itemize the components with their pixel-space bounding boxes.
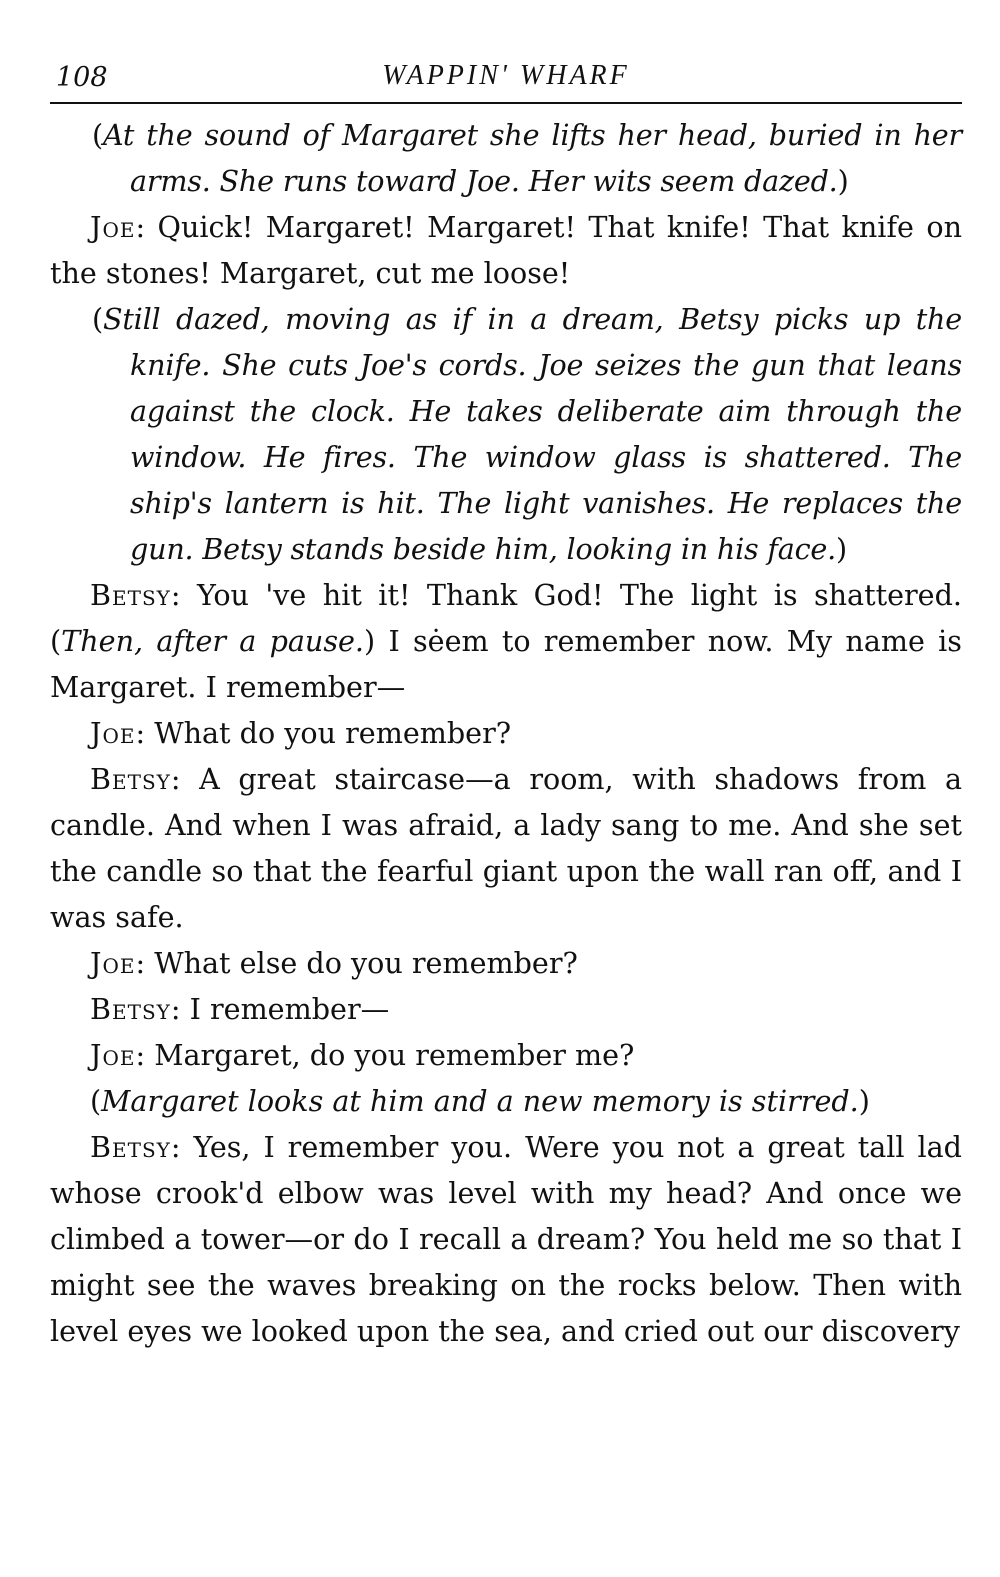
speaker-name: Joe	[90, 1038, 136, 1072]
dialogue-text: I remember—	[189, 992, 390, 1026]
dialogue-text: A great staircase—a room, with shadows from a candle. And when I was afraid, a lady sang to me. And she set the candle so that the fearful giant upon the wall ran off, and I was safe.	[50, 762, 962, 934]
stage-direction: (Still dazed, moving as if in a dream, Betsy picks up the knife. She cuts Joe's cords. Joe seizes the gun that leans against the clock. He takes deliberate aim through the window. He fires. The window glass is shattered. The ship's lantern is hit. The light vanishes. He replaces the gun. Betsy stands beside him, looking in his face.)	[92, 302, 962, 566]
page-body	[50, 112, 962, 1354]
dialogue-line: Betsy: I remember—	[90, 992, 390, 1026]
dialogue-text: Margaret, do you remember me?	[154, 1038, 635, 1072]
stage-direction-text: Margaret looks at him and a new memory is stirred.	[101, 1084, 859, 1118]
book-page	[50, 52, 962, 1354]
dialogue-text: You 've hit it! Thank God! The light is shattered.	[196, 578, 962, 612]
inline-stage-direction: Then, after a pause.	[61, 624, 365, 658]
stage-direction: (Margaret looks at him and a new memory is stirred.)	[90, 1084, 870, 1118]
speaker-name: Joe	[90, 716, 136, 750]
dialogue-text: Quick! Margaret! Margaret! That knife! That knife on the stones! Margaret, cut me loose!	[50, 210, 962, 290]
stage-direction-text: Still dazed, moving as if in a dream, Betsy picks up the knife. She cuts Joe's cords. Joe seizes the gun that leans against the clock. He takes deliberate aim through the window. He fires. The window glass is shattered. The ship's lantern is hit. The light vanishes. He replaces the gun. Betsy stands beside him, looking in his face.	[102, 302, 962, 566]
dialogue-line: Joe: Quick! Margaret! Margaret! That knife! That knife on the stones! Margaret, cut me loose!	[50, 210, 962, 290]
page-number: 108	[56, 62, 108, 93]
running-head	[50, 52, 962, 104]
speaker-name: Betsy	[90, 762, 171, 796]
speaker-name: Betsy	[90, 1130, 171, 1164]
dialogue-text: What do you remember?	[154, 716, 512, 750]
speaker-name: Joe	[90, 210, 136, 244]
book-title: WAPPIN' WHARF	[382, 60, 630, 91]
stage-direction: (At the sound of Margaret she lifts her head, buried in her arms. She runs toward Joe. Her wits seem dazed.)	[92, 118, 962, 198]
speaker-name: Betsy	[90, 992, 171, 1026]
dialogue-line: Betsy: A great staircase—a room, with shadows from a candle. And when I was afraid, a lady sang to me. And she set the candle so that the fearful giant upon the wall ran off, and I was safe.	[50, 762, 962, 934]
dialogue-line: Joe: What else do you remember?	[90, 946, 578, 980]
dialogue-line: Joe: What do you remember?	[90, 716, 512, 750]
dialogue-text: I sėem to remember now. My name is Margaret. I remember—	[50, 624, 962, 704]
dialogue-text: What else do you remember?	[154, 946, 578, 980]
dialogue-line: Betsy: You 've hit it! Thank God! The light is shattered. (Then, after a pause.) I sėem to remember now. My name is Margaret. I remember—	[50, 578, 962, 704]
dialogue-line: Joe: Margaret, do you remember me?	[90, 1038, 635, 1072]
dialogue-line: Betsy: Yes, I remember you. Were you not a great tall lad whose crook'd elbow was level with my head? And once we climbed a tower—or do I recall a dream? You held me so that I might see the waves breaking on the rocks below. Then with level eyes we looked upon the sea, and cried out our discovery	[50, 1130, 962, 1348]
speaker-name: Joe	[90, 946, 136, 980]
speaker-name: Betsy	[90, 578, 171, 612]
dialogue-text: Yes, I remember you. Were you not a great tall lad whose crook'd elbow was level with my head? And once we climbed a tower—or do I recall a dream? You held me so that I might see the waves breaking on the rocks below. Then with level eyes we looked upon the sea, and cried out our discovery	[50, 1130, 962, 1348]
stage-direction-text: At the sound of Margaret she lifts her head, buried in her arms. She runs toward Joe. Her wits seem dazed.	[102, 118, 962, 198]
